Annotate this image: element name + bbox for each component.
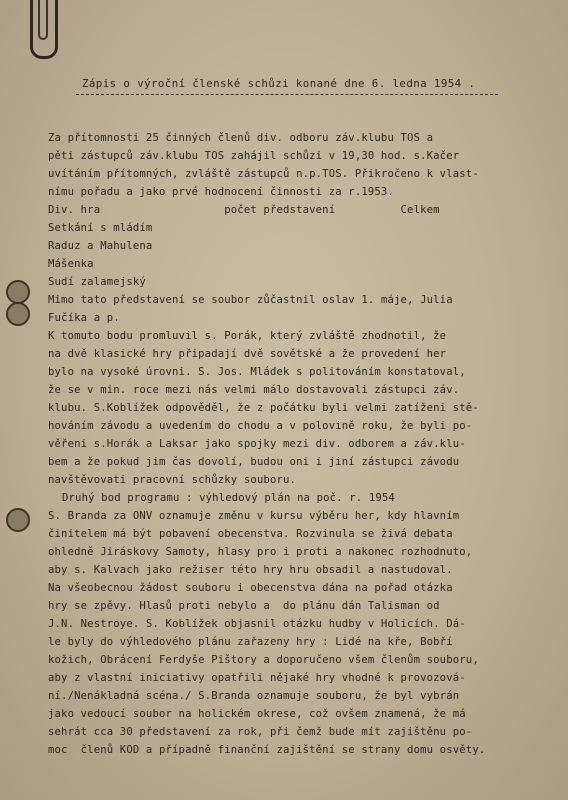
play-row: Raduz a Mahulena [48, 240, 153, 252]
text-line: bylo na vysoké úrovni. S. Jos. Mládek s politováním konstatoval, [48, 366, 466, 378]
text-line: činitelem má být pobavení obecenstva. Rozvinula se živá debata [48, 528, 453, 540]
table-header: Div. hra počet představení Celkem [48, 204, 440, 216]
text-line: bem a že pokud jim čas dovolí, budou oni i jiní zástupci závodu [48, 456, 460, 468]
punch-hole-top [6, 280, 30, 304]
text-line: sehrát cca 30 představení za rok, při čemž bude mít zajištěnu po- [48, 726, 473, 738]
text-line: věřeni s.Horák a Laksar jako spojky mezi div. odborem a záv.klu- [48, 438, 466, 450]
play-row: Mášenka [48, 258, 94, 270]
text-line: Za přítomnosti 25 činných členů div. odboru záv.klubu TOS a [48, 132, 434, 144]
text-line: navštěvovati pracovní schůzky souboru. [48, 474, 297, 486]
play-row: Sudí zalamejský [48, 276, 146, 288]
text-line: S. Branda za ONV oznamuje změnu v kursu výběru her, kdy hlavním [48, 510, 460, 522]
text-line: Fučíka a p. [48, 312, 120, 324]
play-row: Setkání s mládím [48, 222, 153, 234]
text-line: uvítáním přítomných, zvláště zástupců n.p.TOS. Přikročeno k vlast- [48, 168, 479, 180]
text-line: aby s. Kalvach jako režiser této hry hru obsadil a nastudoval. [48, 564, 453, 576]
text-line: ní./Nenákladná scéna./ S.Branda oznamuje souboru, že byl vybrán [48, 690, 460, 702]
text-line: hováním závodu a uvedením do chodu a v polovině roku, že byli po- [48, 420, 473, 432]
text-line: J.N. Nestroye. S. Koblížek objasnil otázku hudby v Holicích. Dá- [48, 618, 466, 630]
text-line: moc členů KOD a případně finanční zajištění se strany domu osvěty. [48, 744, 486, 756]
text-line: ohledně Jiráskovy Samoty, hlasy pro i proti a nakonec rozhodnuto, [48, 546, 473, 558]
text-line: Na všeobecnou žádost souboru i obecenstva dána na pořad otázka [48, 582, 453, 594]
text-line: klubu. S.Koblížek odpověděl, že z počátku byli velmi zatíženi stě- [48, 402, 479, 414]
text-line: kožich, Obrácení Ferdyše Pištory a doporučeno všem členům souboru, [48, 654, 479, 666]
text-line: pěti zástupců záv.klubu TOS zahájil schůzi v 19,30 hod. s.Kačer [48, 150, 460, 162]
text-line: K tomuto bodu promluvil s. Porák, který zvláště zhodnotil, že [48, 330, 447, 342]
text-line: na dvě klasické hry připadají dvě sovětské a že provedení her [48, 348, 447, 360]
text-line: nímu pořadu a jako prvé hodnocení činnosti za r.1953. [48, 186, 394, 198]
text-line: le byly do výhledového plánu zařazeny hry : Lidé na kře, Bobří [48, 636, 453, 648]
punch-hole-top-2 [6, 302, 30, 326]
text-line: že se v min. roce mezi nás velmi málo dostavovali zástupci záv. [48, 384, 460, 396]
paper-clip [30, 0, 58, 59]
text-line: aby z vlastní iniciativy opatřili nějaké hry vhodné k provozová- [48, 672, 466, 684]
text-line: hry se zpěvy. Hlasů proti nebylo a do plánu dán Talisman od [48, 600, 440, 612]
text-line: Mimo tato představení se soubor zůčastnil oslav 1. máje, Julia [48, 294, 453, 306]
section-heading: Druhý bod programu : výhledový plán na poč. r. 1954 [62, 492, 395, 504]
text-line: jako vedoucí soubor na holickém okrese, což ovšem znamená, že má [48, 708, 466, 720]
title-rule [76, 94, 498, 95]
punch-hole-middle [6, 508, 30, 532]
document-title: Zápis o výroční členské schůzi konané dne 6. ledna 1954 . [82, 77, 476, 90]
